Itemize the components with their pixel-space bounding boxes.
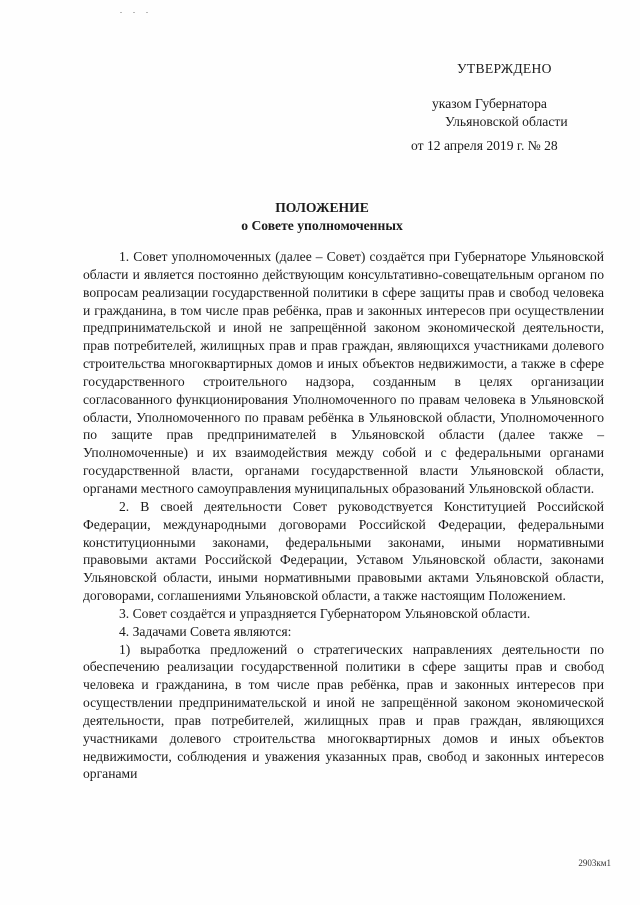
paragraph-3: 3. Совет создаётся и упраздняется Губернатором Ульяновской области.: [119, 605, 531, 621]
scan-artifact: [120, 12, 122, 13]
approval-decree-line1: указом Губернатора: [432, 96, 547, 111]
approval-decree-date: от 12 апреля 2019 г. № 28: [411, 138, 558, 153]
document-subtitle: о Совете уполномоченных: [241, 218, 403, 233]
paragraph-4: 4. Задачами Совета являются:: [119, 623, 292, 639]
document-body: [83, 248, 604, 783]
document-title: ПОЛОЖЕНИЕ: [275, 200, 369, 215]
scan-artifact: [133, 12, 135, 13]
footer-document-code: 2903км1: [578, 858, 611, 868]
scan-artifact: [146, 12, 148, 13]
paragraph-1: 1. Совет уполномоченных (далее – Совет) создаётся при Губернаторе Ульяновской области и является постоянно действующим консультативно-совещательным органом по вопросам реализации государственной политики в сфере защиты прав и свобод человека и гражданина, в том числе прав ребёнка, прав и законных интересов при осуществлении предпринимательской и иной не запрещённой законом экономической деятельности, прав потребителей, жилищных прав и прав граждан, являющихся участниками долевого строительства многоквартирных домов и иных объектов недвижимости, а также в сфере государственного строительного надзора, созданным в целях организации согласованного функционирования Уполномоченного по правам человека в Ульяновской области, Уполномоченного по правам ребёнка в Ульяновской области, Уполномоченного по защите прав предпринимателей в Ульяновской области (далее также – Уполномоченные) и их взаимодействия между собой и с федеральными органами государственной власти, органами государственной власти Ульяновской области, органами местного самоуправления муниципальных образований Ульяновской области.: [83, 249, 604, 496]
approval-stamp-title: УТВЕРЖДЕНО: [457, 61, 552, 76]
paragraph-2: 2. В своей деятельности Совет руководствуется Конституцией Российской Федерации, международными договорами Российской Федерации, федеральными конституционными законами, федеральными законами, иными нормативными правовыми актами Российской Федерации, Уставом Ульяновской области, законами Ульяновской области, иными нормативными правовыми актами Ульяновской области, договорами, соглашениями Ульяновской области, а также настоящим Положением.: [83, 498, 604, 604]
paragraph-4-item-1: 1) выработка предложений о стратегических направлениях деятельности по обеспечению реализации государственной политики в сфере защиты прав и свобод человека и гражданина, в том числе прав ребёнка, прав и законных интересов при осуществлении предпринимательской и иной не запрещённой законом экономической деятельности, прав потребителей, жилищных прав и прав граждан, являющихся участниками долевого строительства многоквартирных домов и иных объектов недвижимости, соблюдения и уважения указанных прав, свобод и законных интересов органами: [83, 641, 604, 782]
approval-decree-line2: Ульяновской области: [445, 114, 568, 129]
